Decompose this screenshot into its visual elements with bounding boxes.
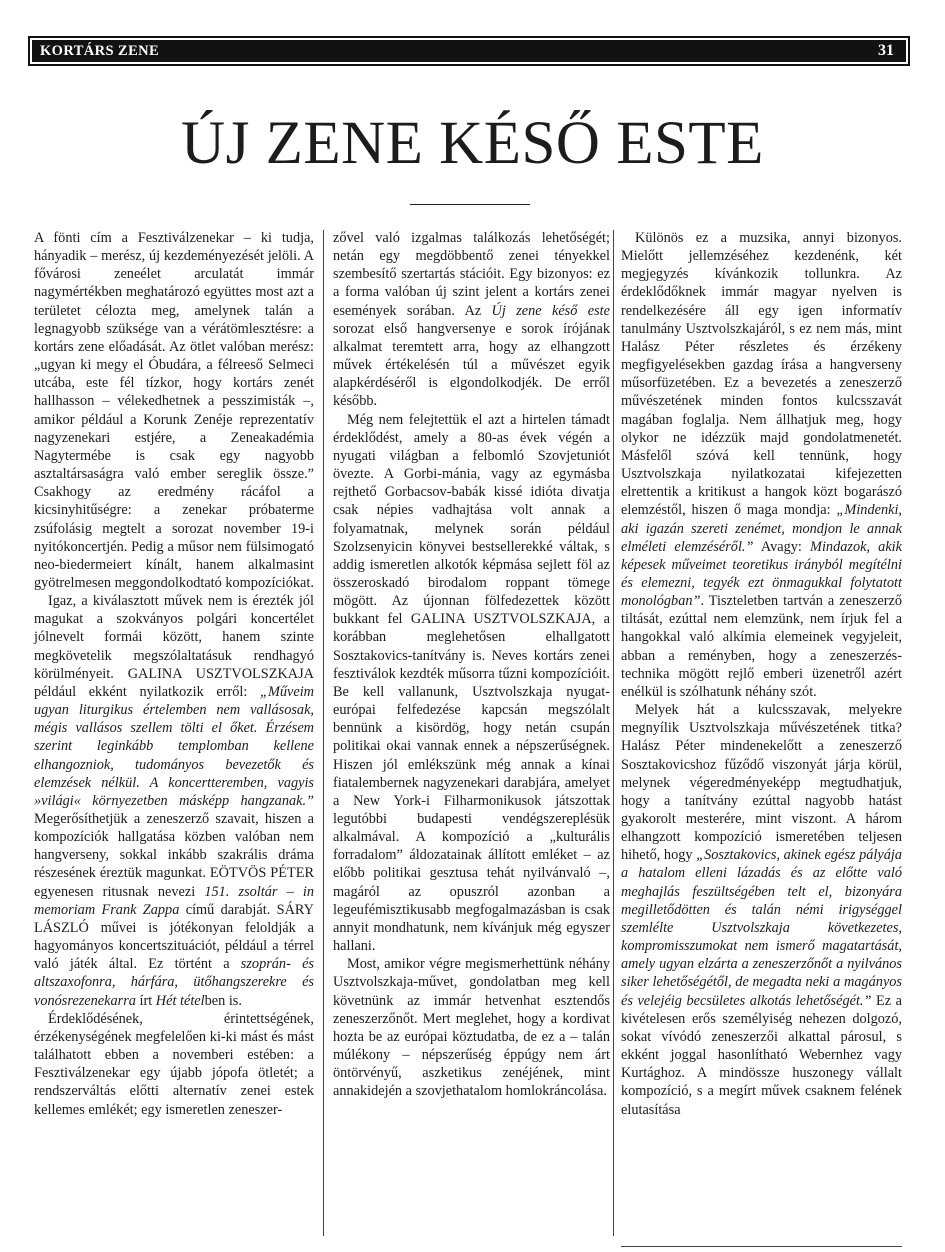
text-run: Különös ez a muzsika, annyi bizonyos. Mielőtt jellemzéséhez kezdenénk, két megjegyzés kívánkozik tollunkra. Az érdeklődőknek immár magyar nyelven is rendelkezésére áll egy igen informatív tanulmány Usztvolszkajáról, s ez nem más, mint Halász Péter részletes és érzékeny megfigyelésekben gazdag írása a hangverseny műsorfüzetében. Ez a bevezetés a zeneszerző művészetének minden fontos kulcsszavát magában foglalja. Nem állhatjuk meg, hogy olykor ne idézzük majd gondolatmenetét. Másfelől szóvá kell tennünk, hogy Usztvolszkaja nyilatkozatai kifejezetten elrettentik a kritikust a hangok közt bogarászó elemzéstől, hiszen ő maga mondja:	[621, 230, 902, 519]
text-column-1	[34, 229, 314, 1119]
italic-quote: „Mindenki, aki igazán szereti zenémet, mondjon le annak elméleti elemzéséről.”	[621, 502, 902, 555]
italic-quote: Hét tétel	[155, 992, 205, 1009]
text-column-2	[333, 229, 610, 1101]
column-bottom-rule	[621, 1246, 902, 1247]
text-run: Még nem felejtettük el azt a hirtelen támadt érdeklődést, amely a 80-as évek végén a nyugati világban a felbomló Szovjetuniót övezte. A Gorbi-mánia, vagy az egymásba rejthető Gorbacsov-babák kissé idióta divatja csak népies vadhajtása volt annak a folyamatnak, melynek során például Szolzsenyicin könyvei bestsellerekké váltak, s addig ismeretlen alkotók képmása sejlett föl az összeroskadó birodalom roppant tömege mögött. Az újonnan fölfedezettek között bukkant fel GALINA USZTVOLSZKAJA, a korábban meglehetősen elhallgatott Sosztakovics-tanítvány is. Neves kortárs zenei fesztiválok kezdték műsorra tűzni kompozícióit. Be kell vallanunk, Usztvolszkaja nyugat-európai felfedezése kapcsán megszólalt bennünk a kisördög, hogy netán csupán politikai okai vannak ennek a népszerűségnek. Hiszen jól emlékszünk még annak a kínai fiatalembernek nagyzenekari darabjára, amelyet a New York-i Filharmonikusok játszottak legutóbbi budapesti vendégszereplésük alkalmával. A kompozíció a „kulturális forradalom” áldozatainak állított emléket – az előbb politikai gesztusa tehát nyilvánvaló –, magáról az opuszról azonban a legeufémisztikusabb megfogalmazásban is csak annyit mondhatunk, nem kívánjuk még egyszer hallani.	[333, 411, 610, 955]
text-run: Megerősíthetjük a zeneszerző szavait, hiszen a kompozíciók hallgatása közben valóban nem hangverseny, sokkal inkább szakrális dráma részesének éreztük magunkat. EÖTVÖS PÉTER egyenesen ritusnak nevezi	[34, 811, 314, 900]
text-run: ben is.	[204, 992, 242, 1009]
page-number: 31	[878, 42, 894, 59]
body-paragraph	[621, 229, 902, 701]
italic-quote: 151. zsoltár – in memoriam Frank Zappa	[34, 883, 314, 918]
text-run: Igaz, a kiválasztott művek nem is érezték jól magukat a szokványos polgári koncertélet jólnevelt formái között, hanem szinte megkövetelik megszólaltatásuk rendhagyó körülményeit. GALINA USZTVOLSZKAJA például ekként nyilatkozik erről:	[34, 593, 314, 700]
running-header-bar	[32, 40, 906, 62]
title-underline	[410, 204, 530, 205]
text-run: Érdeklődésének, érintettségének, érzékenységének megfelelően ki-ki mást és mást találhatott ebben a novemberi estében: a Fesztiválzenekar egy újabb jópofa ötletét; a rendszerváltás előtti alternatív zenei estek kellemes emlékét; egy ismeretlen zeneszer-	[34, 1010, 314, 1118]
body-paragraph	[34, 1010, 314, 1119]
italic-quote: szoprán- és altszaxofonra, hárfára, ütőhangszerekre és vonósrezenekarra	[34, 956, 314, 1009]
text-column-3	[621, 229, 902, 1119]
column-divider	[323, 230, 324, 1236]
article-title: ÚJ ZENE KÉSŐ ESTE	[181, 110, 764, 177]
italic-quote: „Sosztakovics, akinek egész pályája a hatalom elleni lázadás és az előtte való meghajlás feszültségében telt el, bizonyára megilletődötten és talán némi irigységgel szemlélte Usztvolszkaja következetes, kompromisszumokat nem ismerő magatartását, amely ugyan elzárta a zeneszerzőnőt a nyilvános siker lehetőségétől, de megadta neki a magányos és velejéig becsületes alkotás lehetőségét.”	[621, 847, 903, 1009]
text-run: írt	[135, 992, 156, 1009]
text-run: A fönti cím a Fesztiválzenekar – ki tudja, hányadik – merész, új kezdeményezését jelöli. A fővárosi zeneélet arculatát immár nagymértékben meghatározó együttes most azt a területet célozta meg, amelynek talán a legnagyobb szüksége van a vérátömlesztésre: a kortárs zene előadását. Az ötlet valóban merész: „ugyan ki megy el Óbudára, a félreeső Selmeci utcába, este fél tízkor, hogy kortárs zenét hallhasson – vélekedhetnek a pesszimisták –, amikor például a Korunk Zenéje reprezentatív nagyzenekari estjére, a Zeneakadémia Nagytermébe is csak egy nagyobb asztaltársaságra való ember sereglik össze.” Csakhogy az eredmény rácáfol a kicsinyhitűségre: a zenekar próbaterme zsúfolásig megtelt a sorozat november 19-i nyitókoncertjén. Pedig a műsor nem fülsimogató neo-biedermeiert kínált, hanem alkalmasint gyötrelmesen meggondolkodtató kompozíciókat.	[34, 230, 314, 591]
running-header	[28, 36, 910, 66]
body-paragraph	[621, 701, 902, 1119]
body-paragraph	[333, 955, 610, 1100]
section-name: KORTÁRS ZENE	[40, 42, 160, 59]
italic-quote: Új zene késő este	[491, 302, 610, 319]
text-run: Melyek hát a kulcsszavak, melyekre megnyílik Usztvolszkaja művészetének titka? Halász Péter mindenekelőtt a zeneszerző Sosztakovicshoz fűződő viszonyát járja körül, melynek végeredményeképp megtudhatjuk, hogy a tanítvány ezúttal nagyobb hatást gyakorolt mesterére, mint viszont. A három elhangzott kompozíció ismeretében teljesen hihető, hogy	[621, 702, 902, 864]
text-run: sorozat első hangversenye e sorok írójának alkalmat teremtett arra, hogy az elhangzott művek értékelésén túl a művészet egyik alapkérdéséről is elgondolkodjék. De erről később.	[333, 320, 610, 410]
text-run: . Tiszteletben tartván a zeneszerző tiltását, ezúttal nem elemzünk, nem írjuk fel a hangokkal való alkímia elemeinek vegyjeleit, abban a reményben, hogy a zeneszerzés-technika mögött rejlő emberi üzenetről azért enélkül is szólhatunk néhány szót.	[621, 593, 902, 700]
body-paragraph	[34, 229, 314, 592]
text-run: Ez a kivételesen erős személyiség nehezen dolgozó, sokat vívódó zeneszerzői alkattal párosul, s ekként joggal hasonlítható Webernhez vagy Kurtághoz. A mindössze huszonegy vállalt kompozíció, s a megírt művek csaknem felének elutasítása	[621, 992, 902, 1118]
body-paragraph	[333, 411, 610, 956]
italic-quote: „Műveim ugyan liturgikus értelemben nem vallásosak, mégis vallásos szellem tölti el őket. Érzésem szerint leginkább templomban kellene elhangozniok, tudományos bevezetők és elemzések nélkül. A koncertteremben, vagyis »világi« környezetben másképp hangzanak.”	[34, 683, 314, 809]
column-divider	[613, 230, 614, 1236]
text-run: Avagy:	[753, 538, 811, 555]
italic-quote: Mindazok, akik képesek műveimet teoretikus irányból megítélni és elemezni, tegyék ezt önmagukkal folytatott monológban”	[621, 538, 902, 610]
body-paragraph	[34, 592, 314, 1010]
text-run: Most, amikor végre megismerhettünk néhány Usztvolszkaja-művet, gondolatban meg kell követnünk az immár hetvenhat esztendős zeneszerzőnőt. Mert meglehet, hogy a kordivat hozta be az európai köztudatba, de ez a – talán múlékony – népszerűség éppúgy nem árt öntörvényű, aszketikus zenéjének, mint annakidején a szovjethatalom homlokráncolása.	[333, 956, 610, 1100]
text-run: című darabját. SÁRY LÁSZLÓ művei is jótékonyan feloldják a hagyományos koncertszituációt, például a térrel való játék által. Ez történt a	[34, 901, 314, 973]
body-paragraph	[333, 229, 610, 411]
text-run: zővel való izgalmas találkozás lehetőségét; netán egy megdöbbentő zenei tényekkel szembesítő szertartás stációit. Egy bizonyos: ez a forma valóban új szint jelent a kortárs zenei események sorában. Az	[333, 230, 610, 319]
